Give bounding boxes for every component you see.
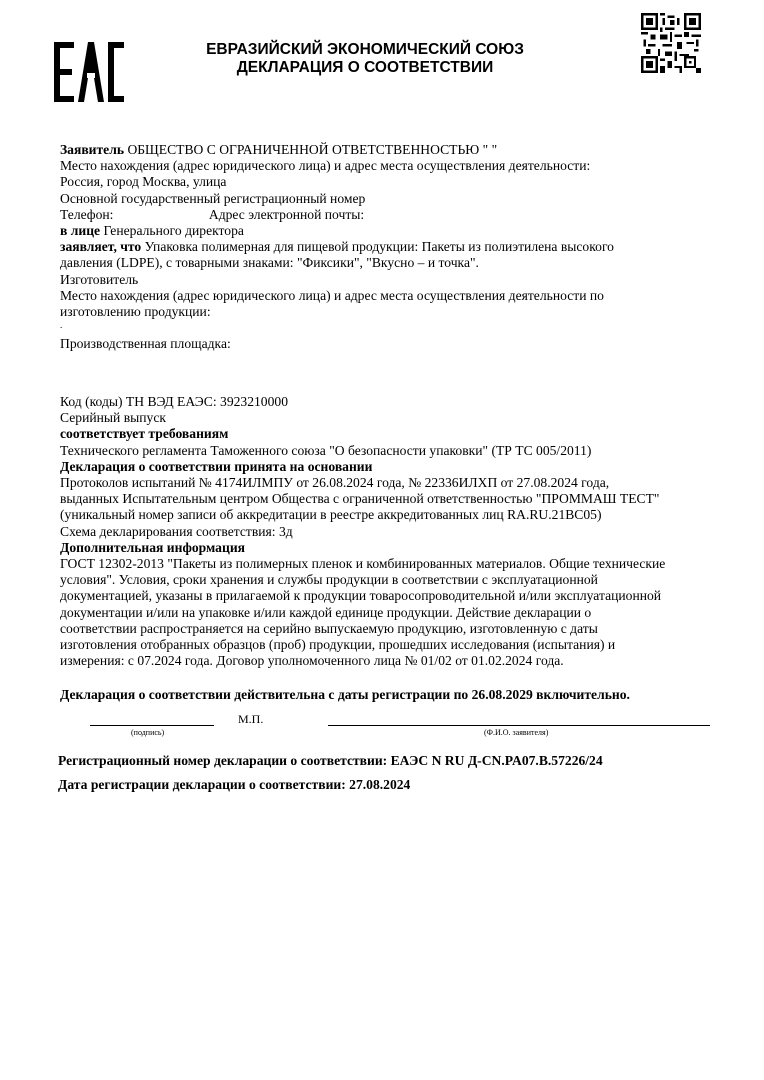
extra-line-6: изготовления отобранных образцов (проб) продукции, прошедших исследования (испытания) и	[60, 637, 616, 653]
manufacturer-dot: .	[60, 320, 63, 331]
face-value: Генерального директора	[103, 223, 244, 239]
manufacturer-label: Изготовитель	[60, 271, 139, 287]
product-section	[60, 394, 720, 669]
declares-text-2: давления (LDPE), с товарными знаками: "Фиксики", "Вкусно – и точка".	[60, 255, 479, 271]
applicant-contacts	[60, 207, 720, 223]
compliance-label: соответствует требованиям	[60, 426, 229, 442]
applicant-ogrn: Основной государственный регистрационный номер	[60, 190, 366, 206]
compliance-label-line	[60, 426, 720, 442]
applicant-section	[60, 142, 720, 352]
applicant-address-label: Место нахождения (адрес юридического лица) и адрес места осуществления деятельности:	[60, 158, 591, 174]
declares-text-1: Упаковка полимерная для пищевой продукции: Пакеты из полиэтилена высокого	[144, 239, 614, 255]
extra-label: Дополнительная информация	[60, 539, 246, 555]
extra-line-3: документацией, указаны в прилагаемой к продукции товаросопроводительной и/или эксплуатационной	[60, 588, 662, 604]
eac-logo	[52, 40, 126, 104]
basis-line-2: выданных Испытательным центром Общества с ограниченной ответственностью "ПРОММАШ ТЕСТ"	[60, 491, 660, 507]
header-title: ДЕКЛАРАЦИЯ О СООТВЕТСТВИИ	[236, 59, 494, 76]
stamp-place: М.П.	[238, 712, 264, 726]
extra-label-line	[60, 540, 720, 556]
fio-line	[328, 725, 710, 726]
applicant-face	[60, 223, 720, 239]
registration-date: Дата регистрации декларации о соответствии: 27.08.2024	[58, 777, 411, 792]
extra-line-7: измерения: с 07.2024 года. Договор уполномоченного лица № 01/02 от 01.02.2024 года.	[60, 653, 564, 669]
compliance-text: Технического регламента Таможенного союза "О безопасности упаковки" (ТР ТС 005/2011)	[60, 442, 592, 458]
basis-label-line	[60, 459, 720, 475]
applicant-email: Адрес электронной почты:	[208, 206, 365, 222]
serial-release: Серийный выпуск	[60, 410, 166, 426]
basis-line-3: (уникальный номер записи об аккредитации в реестре аккредитованных лиц RA.RU.21ВС05)	[60, 507, 602, 523]
applicant-phone: Телефон:	[60, 206, 114, 222]
tnved-code: Код (коды) ТН ВЭД ЕАЭС: 3923210000	[60, 394, 288, 409]
face-label: в лице	[60, 223, 101, 239]
registration-number: Регистрационный номер декларации о соответствии: ЕАЭС N RU Д-CN.PA07.В.57226/24	[58, 753, 603, 768]
validity-section	[60, 687, 720, 703]
document-header	[150, 41, 580, 77]
applicant-label: Заявитель	[60, 142, 125, 157]
declares-line-1	[60, 239, 720, 255]
validity-text: Декларация о соответствии действительна с даты регистрации по 26.08.2029 включительно.	[60, 687, 630, 702]
basis-line-1: Протоколов испытаний № 4174ИЛМПУ от 26.08.2024 года, № 22336ИЛХП от 27.08.2024 года,	[60, 475, 610, 491]
applicant-line	[60, 142, 720, 158]
header-union: ЕВРАЗИЙСКИЙ ЭКОНОМИЧЕСКИЙ СОЮЗ	[206, 41, 524, 58]
declares-label: заявляет, что	[60, 239, 142, 255]
extra-line-4: документации и/или на упаковке и/или каждой единице продукции. Действие декларации о	[60, 604, 592, 620]
manufacturer-address-2: изготовлению продукции:	[60, 304, 211, 320]
qr-code	[641, 13, 701, 73]
applicant-name: ОБЩЕСТВО С ОГРАНИЧЕННОЙ ОТВЕТСТВЕННОСТЬЮ " "	[127, 142, 498, 157]
extra-line-1: ГОСТ 12302-2013 "Пакеты из полимерных пленок и комбинированных материалов. Общие технические	[60, 556, 666, 572]
production-site: Производственная площадка:	[60, 336, 231, 352]
basis-label: Декларация о соответствии принята на основании	[60, 458, 373, 474]
extra-line-5: соответствии распространяется на серийно выпускаемую продукцию, изготовленную с даты	[60, 620, 598, 636]
manufacturer-address-1: Место нахождения (адрес юридического лица) и адрес места осуществления деятельности по	[60, 287, 604, 303]
applicant-address: Россия, город Москва, улица	[60, 174, 227, 190]
signature-line	[90, 725, 214, 726]
validity-line	[60, 687, 720, 703]
extra-line-2: условия". Условия, сроки хранения и службы продукции в соответствии с эксплуатационной	[60, 572, 598, 588]
signature-caption: (подпись)	[131, 728, 165, 737]
basis-line-4: Схема декларирования соответствия: 3д	[60, 523, 293, 539]
fio-caption: (Ф.И.О. заявителя)	[484, 728, 549, 737]
